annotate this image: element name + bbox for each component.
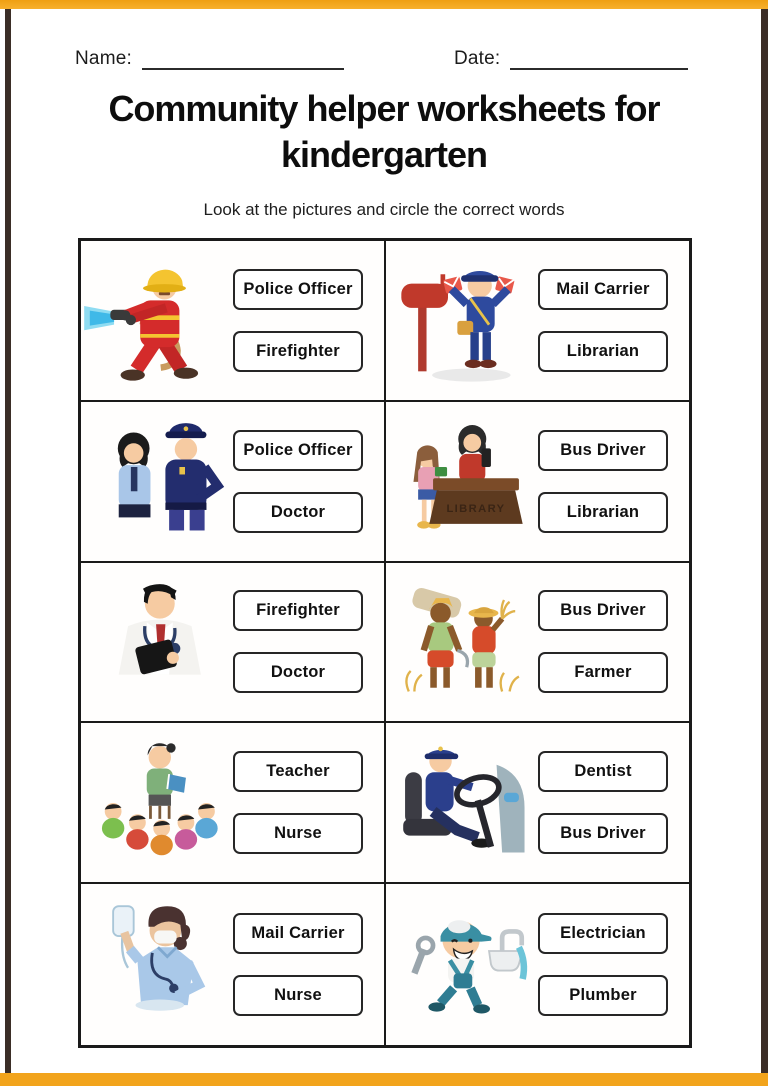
options-column	[233, 590, 384, 693]
left-frame-border	[5, 0, 11, 1086]
library-desk-label: LIBRARY	[446, 502, 506, 515]
option-box[interactable]: Doctor	[233, 652, 363, 693]
teacher-illustration	[81, 733, 233, 873]
option-box[interactable]: Bus Driver	[538, 590, 668, 631]
options-column	[538, 269, 689, 372]
doctor-illustration	[81, 572, 233, 712]
instructions-text: Look at the pictures and circle the correct words	[203, 200, 565, 219]
option-box[interactable]: Electrician	[538, 913, 668, 954]
date-field	[454, 48, 688, 70]
worksheet-grid	[78, 238, 692, 1048]
option-box[interactable]: Bus Driver	[538, 813, 668, 854]
name-field	[75, 48, 344, 70]
top-accent-bar	[0, 0, 768, 9]
options-column	[538, 751, 689, 854]
option-box[interactable]: Nurse	[233, 813, 363, 854]
mail-carrier-illustration	[386, 250, 538, 390]
option-box[interactable]: Firefighter	[233, 331, 363, 372]
options-column	[538, 430, 689, 533]
option-box[interactable]: Police Officer	[233, 269, 363, 310]
options-column	[538, 590, 689, 693]
worksheet-cell-teacher	[81, 723, 386, 884]
bus-driver-illustration	[386, 733, 538, 873]
name-label: Name:	[75, 48, 132, 69]
option-box[interactable]: Doctor	[233, 492, 363, 533]
worksheet-cell-plumber	[386, 884, 689, 1045]
option-box[interactable]: Police Officer	[233, 430, 363, 471]
option-box[interactable]: Dentist	[538, 751, 668, 792]
bottom-accent-bar	[0, 1073, 768, 1086]
option-box[interactable]: Librarian	[538, 331, 668, 372]
worksheet-cell-firefighter	[81, 241, 386, 402]
worksheet-cell-police-officers	[81, 402, 386, 563]
worksheet-cell-farmers	[386, 563, 689, 724]
page-title: Community helper worksheets for kindergarten	[108, 88, 660, 176]
option-box[interactable]: Farmer	[538, 652, 668, 693]
option-box[interactable]: Nurse	[233, 975, 363, 1016]
name-date-row	[75, 48, 705, 70]
plumber-illustration	[386, 895, 538, 1035]
nurse-illustration	[81, 895, 233, 1035]
option-box[interactable]: Librarian	[538, 492, 668, 533]
options-column	[233, 430, 384, 533]
option-box[interactable]: Firefighter	[233, 590, 363, 631]
date-blank-line[interactable]	[510, 48, 688, 70]
date-label: Date:	[453, 48, 501, 69]
worksheet-cell-bus-driver	[386, 723, 689, 884]
option-box[interactable]: Teacher	[233, 751, 363, 792]
option-box[interactable]: Bus Driver	[538, 430, 668, 471]
options-column	[233, 751, 384, 854]
worksheet-cell-librarian	[386, 402, 689, 563]
option-box[interactable]: Mail Carrier	[233, 913, 363, 954]
police-officers-illustration	[81, 411, 233, 551]
right-frame-border	[761, 0, 768, 1086]
option-box[interactable]: Plumber	[538, 975, 668, 1016]
options-column	[233, 913, 384, 1016]
option-box[interactable]: Mail Carrier	[538, 269, 668, 310]
worksheet-cell-doctor	[81, 563, 386, 724]
firefighter-illustration	[81, 250, 233, 390]
librarian-illustration	[386, 411, 538, 551]
options-column	[233, 269, 384, 372]
worksheet-cell-nurse	[81, 884, 386, 1045]
options-column	[538, 913, 689, 1016]
name-blank-line[interactable]	[142, 48, 344, 70]
farmers-illustration	[386, 572, 538, 712]
worksheet-cell-mail-carrier	[386, 241, 689, 402]
